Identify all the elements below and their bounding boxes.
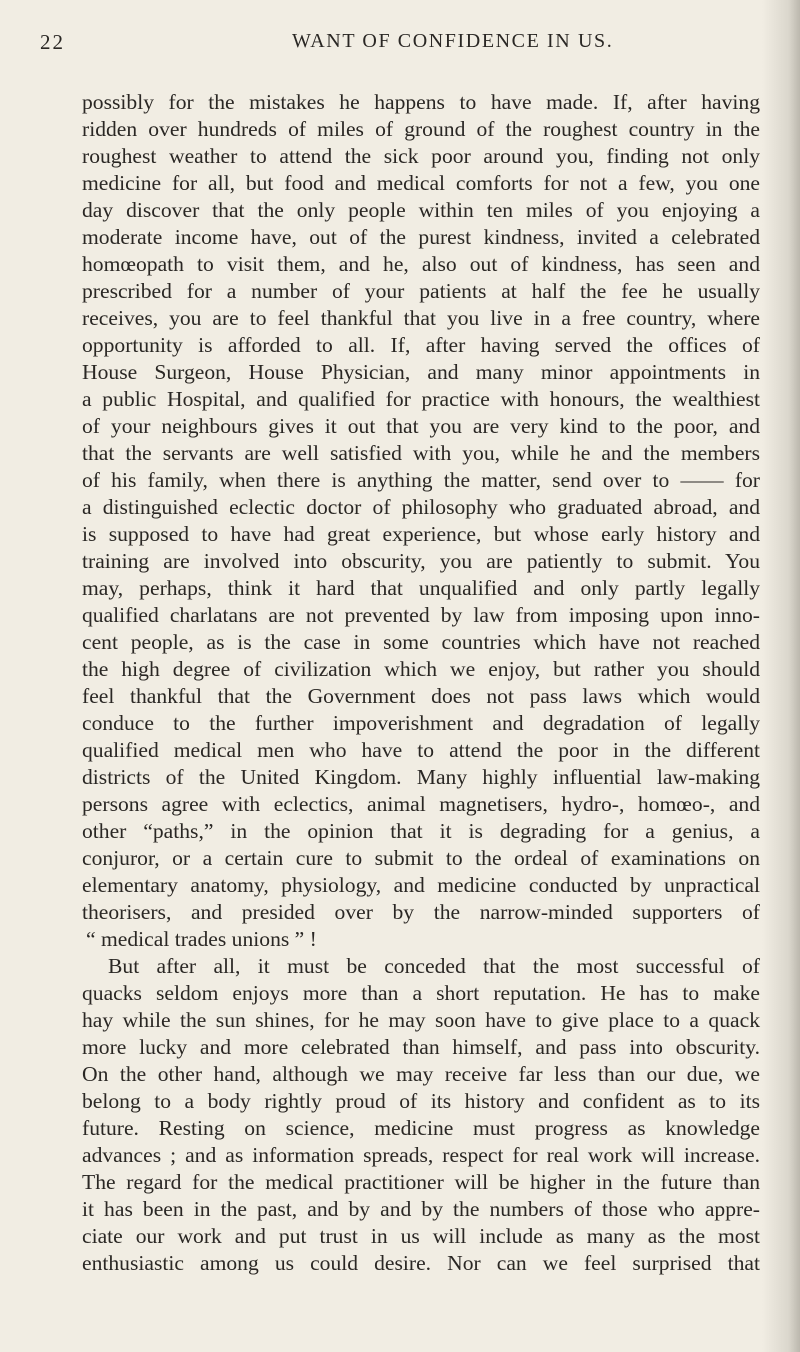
text-line: ciate our work and put trust in us will include as many as the most [82,1224,760,1248]
text-line: possibly for the mistakes he happens to have made. If, after having [82,90,760,114]
text-line: more lucky and more celebrated than himself, and pass into obscurity. [82,1035,760,1059]
page-number: 22 [40,30,65,54]
text-line: conduce to the further impoverishment and degradation of legally [82,711,760,735]
text-line: hay while the sun shines, for he may soon have to give place to a quack [82,1008,760,1032]
text-line: other “paths,” in the opinion that it is degrading for a genius, a [82,819,760,843]
paragraph-start: But after all, it must be conceded that the most successful of [108,954,760,978]
text-line: quacks seldom enjoys more than a short reputation. He has to make [82,981,760,1005]
text-line: belong to a body rightly proud of its history and confident as to its [82,1089,760,1113]
text-line: conjuror, or a certain cure to submit to the ordeal of examinations on [82,846,760,870]
text-line: House Surgeon, House Physician, and many minor appointments in [82,360,760,384]
text-line: districts of the United Kingdom. Many highly influential law-making [82,765,760,789]
text-line: feel thankful that the Government does not pass laws which would [82,684,760,708]
text-line: of his family, when there is anything the matter, send over to —— for [82,468,760,492]
text-line: “ medical trades unions ” ! [86,927,317,951]
running-head: WANT OF CONFIDENCE IN US. [292,30,614,52]
text-line: medicine for all, but food and medical comforts for not a few, you one [82,171,760,195]
text-line: On the other hand, although we may receive far less than our due, we [82,1062,760,1086]
text-line: of your neighbours gives it out that you are very kind to the poor, and [82,414,760,438]
text-line: that the servants are well satisfied with you, while he and the members [82,441,760,465]
text-line: qualified charlatans are not prevented by law from imposing upon inno- [82,603,760,627]
text-line: is supposed to have had great experience, but whose early history and [82,522,760,546]
text-line: day discover that the only people within ten miles of you enjoying a [82,198,760,222]
text-line: homœopath to visit them, and he, also out of kindness, has seen and [82,252,760,276]
text-line: enthusiastic among us could desire. Nor can we feel surprised that [82,1251,760,1275]
text-line: future. Resting on science, medicine must progress as knowledge [82,1116,760,1140]
text-line: theorisers, and presided over by the narrow-minded supporters of [82,900,760,924]
text-line: persons agree with eclectics, animal magnetisers, hydro-, homœo-, and [82,792,760,816]
text-line: ridden over hundreds of miles of ground of the roughest country in the [82,117,760,141]
text-line: it has been in the past, and by and by the numbers of those who appre- [82,1197,760,1221]
text-line: a public Hospital, and qualified for practice with honours, the wealthiest [82,387,760,411]
text-line: elementary anatomy, physiology, and medicine conducted by unpractical [82,873,760,897]
text-line: the high degree of civilization which we enjoy, but rather you should [82,657,760,681]
page-header [40,30,760,70]
text-line: training are involved into obscurity, you are patiently to submit. You [82,549,760,573]
text-line: receives, you are to feel thankful that you live in a free country, where [82,306,760,330]
text-line: advances ; and as information spreads, respect for real work will increase. [82,1143,760,1167]
text-line: cent people, as is the case in some countries which have not reached [82,630,760,654]
text-line: a distinguished eclectic doctor of philosophy who graduated abroad, and [82,495,760,519]
text-line: moderate income have, out of the purest kindness, invited a celebrated [82,225,760,249]
text-line: The regard for the medical practitioner will be higher in the future than [82,1170,760,1194]
text-line: prescribed for a number of your patients at half the fee he usually [82,279,760,303]
text-line: may, perhaps, think it hard that unqualified and only partly legally [82,576,760,600]
text-line: roughest weather to attend the sick poor around you, finding not only [82,144,760,168]
text-line: opportunity is afforded to all. If, after having served the offices of [82,333,760,357]
text-line: qualified medical men who have to attend the poor in the different [82,738,760,762]
